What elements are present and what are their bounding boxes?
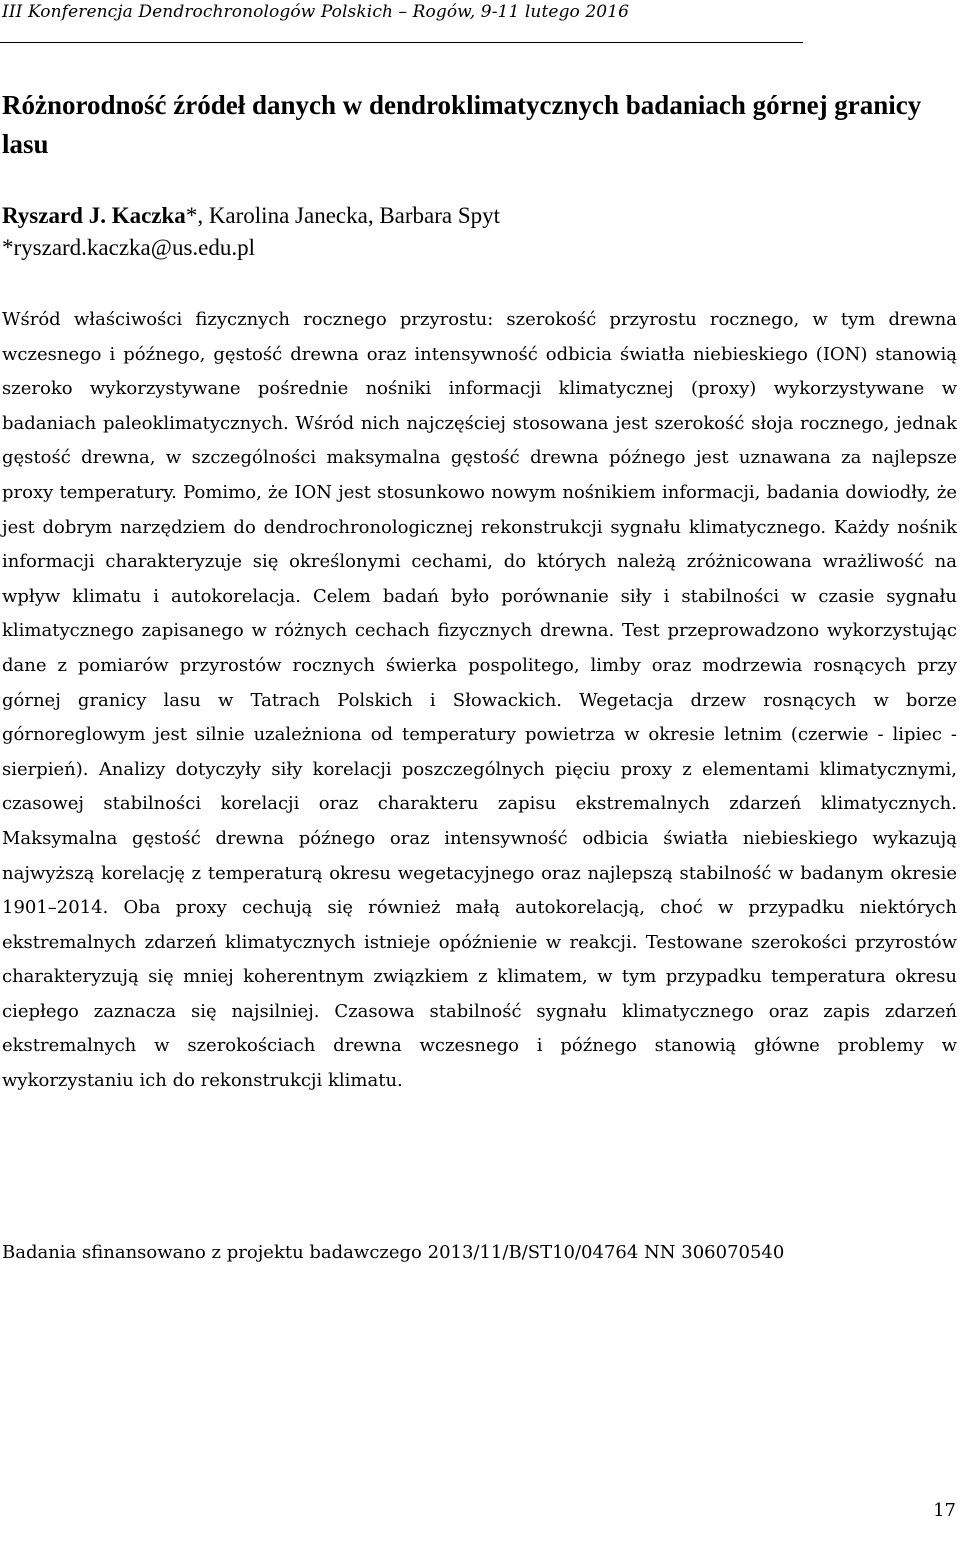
corresponding-author: Ryszard J. Kaczka xyxy=(2,203,186,228)
co-authors: *, Karolina Janecka, Barbara Spyt xyxy=(185,203,501,228)
running-header: III Konferencja Dendrochronologów Polskich – Rogów, 9-11 lutego 2016 xyxy=(2,2,630,22)
funding-note: Badania sfinansowano z projektu badawczego 2013/11/B/ST10/04764 NN 306070540 xyxy=(2,1242,785,1263)
author-email: *ryszard.kaczka@us.edu.pl xyxy=(2,235,255,260)
author-list xyxy=(2,200,500,232)
paper-title: Różnorodność źródeł danych w dendroklimatycznych badaniach górnej granicy lasu xyxy=(2,90,922,159)
page-number: 17 xyxy=(933,1500,956,1521)
abstract-body: Wśród właściwości fizycznych rocznego przyrostu: szerokość przyrostu rocznego, w tym drewna wczesnego i późnego, gęstość drewna oraz intensywność odbicia światła niebieskiego (ION) stanowią szeroko wykorzystywane pośrednie nośniki informacji klimatycznej (proxy) wykorzystywane w badaniach paleoklimatycznych. Wśród nich najczęściej stosowana jest szerokość słoja rocznego, jednak gęstość drewna, w szczególności maksymalna gęstość drewna późnego jest uznawana za najlepsze proxy temperatury. Pomimo, że ION jest stosunkowo nowym nośnikiem informacji, badania dowiodły, że jest dobrym narzędziem do dendrochronologicznej rekonstrukcji sygnału klimatycznego. Każdy nośnik informacji charakteryzuje się określonymi cechami, do których należą zróżnicowana wrażliwość na wpływ klimatu i autokorelacja. Celem badań było porównanie siły i stabilności w czasie sygnału klimatycznego zapisanego w różnych cechach fizycznych drewna. Test przeprowadzono wykorzystując dane z pomiarów przyrostów rocznych świerka pospolitego, limby oraz modrzewia rosnących przy górnej granicy lasu w Tatrach Polskich i Słowackich. Wegetacja drzew rosnących w borze górnoreglowym jest silnie uzależniona od temperatury powietrza w okresie letnim (czerwie - lipiec - sierpień). Analizy dotyczyły siły korelacji poszczególnych pięciu proxy z elementami klimatycznymi, czasowej stabilności korelacji oraz charakteru zapisu ekstremalnych zdarzeń klimatycznych. Maksymalna gęstość drewna późnego oraz intensywność odbicia światła niebieskiego wykazują najwyższą korelację z temperaturą okresu wegetacyjnego oraz najlepszą stabilność w badanym okresie 1901–2014. Oba proxy cechują się również małą autokorelacją, choć w przypadku niektórych ekstremalnych zdarzeń klimatycznych istnieje opóźnienie w reakcji. Testowane szerokości przyrostów charakteryzują się mniej koherentnym związkiem z klimatem, w tym przypadku temperatura okresu ciepłego zaznacza się najsilniej. Czasowa stabilność sygnału klimatycznego oraz zapis zdarzeń ekstremalnych w szerokościach drewna wczesnego i późnego stanowią główne problemy w wykorzystaniu ich do rekonstrukcji klimatu. xyxy=(2,309,957,1092)
header-divider xyxy=(0,42,803,43)
